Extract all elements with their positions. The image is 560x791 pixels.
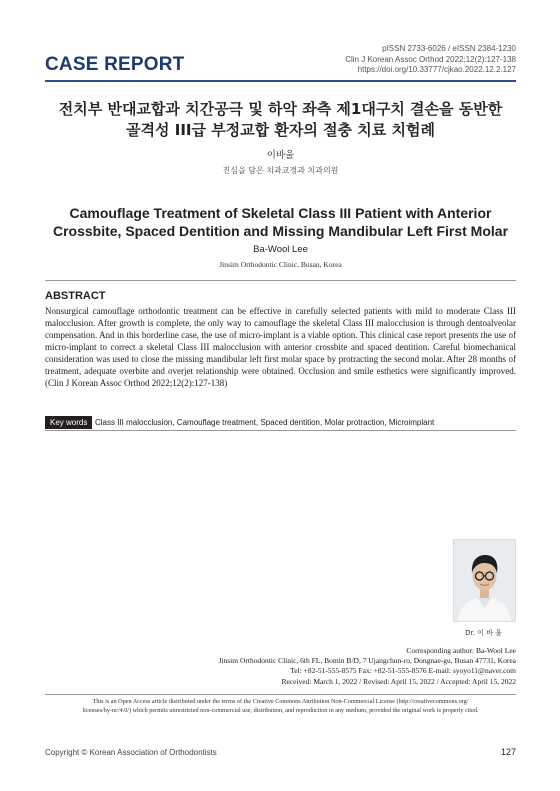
license-line: This is an Open Access article distributed under the terms of the Creative Commons Attribution Non-Commercial License (http://creativecommons.org/	[92, 698, 469, 705]
english-title-line: Crossbite, Spaced Dentition and Missing Mandibular Left First Molar	[52, 223, 509, 239]
english-title-line: Camouflage Treatment of Skeletal Class III Patient with Anterior	[69, 205, 492, 221]
journal-info	[256, 44, 516, 76]
korean-affiliation: 진심을 담은 치과교정과 치과의원	[222, 166, 339, 175]
article-dates: Received: March 1, 2022 / Revised: April 15, 2022 / Accepted: April 15, 2022	[281, 676, 516, 686]
corresponding-contact: Tel: +82-51-555-8575 Fax: +82-51-555-8576 E-mail: syoyo11@naver.com	[290, 666, 516, 676]
photo-caption: Dr. 이 바 울	[465, 629, 502, 637]
abstract-text: Nonsurgical camouflage orthodontic treatment can be effective in carefully selected patients with mild to moderate Class III malocclusion. After growth is complete, the only way to camouflage the skeletal Class III malocclusion is through dentoalveolar compensation. And in this borderline case, the use of micro-implant is a viable option. This clinical case report presents the use of micro-implant to correct a skeletal Class III malocclusion with anterior crossbite and spaced dentition. Careful biomechanical consideration was used to close the missing mandibular left first molar space by protracting the second molar. After 28 months of treatment, adequate overbite and overjet relationship were obtained. Occlusion and smile esthetics were significantly improved. (Clin J Korean Assoc Orthod 2022;12(2):127-138)	[45, 306, 516, 388]
copyright-notice: Copyright © Korean Association of Orthodontists	[45, 748, 217, 757]
keywords-label: Key words	[45, 416, 92, 429]
english-affiliation: Jinsim Orthodontic Clinic, Busan, Korea	[219, 260, 342, 269]
journal-citation-line: Clin J Korean Assoc Orthod 2022;12(2):127-138	[345, 54, 516, 64]
page-number: 127	[500, 747, 516, 757]
license-line: licenses/by-nc/4.0/) which permits unrestricted non-commercial use, distribution, and reproduction in any medium, provided the original work is properly cited.	[82, 706, 479, 714]
korean-author: 이바울	[266, 150, 295, 161]
correspondence-block	[46, 646, 516, 687]
author-portrait-icon	[454, 540, 515, 621]
author-photo	[453, 539, 516, 622]
doi-link[interactable]: https://doi.org/10.33777/cjkao.2022.12.2.127	[357, 65, 516, 74]
english-author: Ba-Wool Lee	[253, 244, 308, 255]
korean-title	[45, 99, 516, 141]
keywords-divider	[45, 430, 516, 431]
corresponding-address: Jinsim Orthodontic Clinic, 6th FL, Bomin B/D, 7 Ujangchun-ro, Dongnae-gu, Busan 47731, Korea	[218, 656, 516, 666]
header-divider	[45, 80, 516, 82]
keywords-text: Class III malocclusion, Camouflage treatment, Spaced dentition, Molar protraction, Microimplant	[95, 418, 435, 427]
license-divider	[45, 694, 516, 695]
korean-title-line: 골격성 III급 부정교합 환자의 절충 치료 치험례	[126, 121, 435, 139]
english-title	[45, 204, 516, 240]
corresponding-author: Corresponding author: Ba-Wool Lee	[406, 646, 516, 655]
license-notice	[45, 698, 516, 715]
korean-title-line: 전치부 반대교합과 치간공극 및 하악 좌측 제1대구치 결손을 동반한	[58, 100, 503, 118]
title-divider	[45, 280, 516, 281]
section-label: CASE REPORT	[45, 54, 185, 75]
abstract-heading: ABSTRACT	[45, 290, 106, 302]
issn-line: pISSN 2733-6026 / eISSN 2384-1230	[382, 44, 516, 53]
